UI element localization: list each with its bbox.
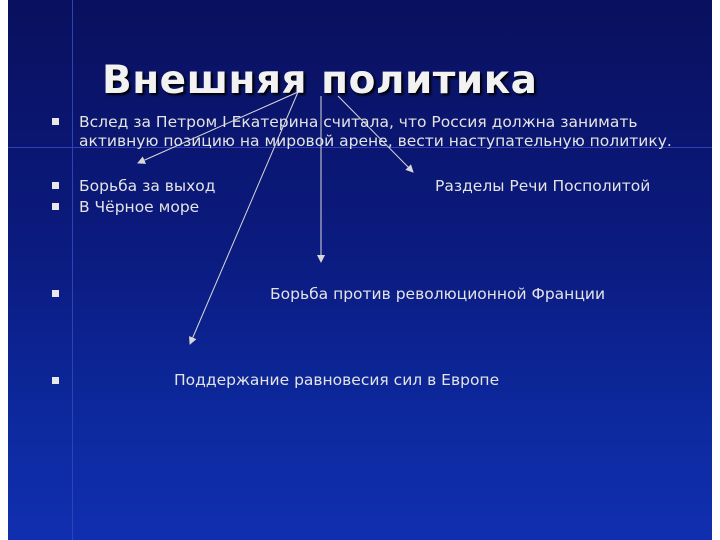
arrow-to-poland [338,96,413,172]
item-black-sea-line-1: Борьба за выход [79,177,216,195]
arrow-to-europe [190,92,298,344]
slide-title: Внешняя политика [102,58,538,103]
item-poland: Разделы Речи Посполитой [435,177,651,195]
item-france: Борьба против революционной Франции [270,285,606,303]
intro-text-line-1: Вслед за Петром I Екатерина считала, что Россия должна занимать [79,113,638,131]
intro-text-line-2: активную позицию на мировой арене, вести наступательную политику. [79,132,672,150]
arrow-to-black-sea [138,92,298,163]
item-black-sea-line-2: В Чёрное море [79,198,200,216]
item-europe: Поддержание равновесия сил в Европе [174,371,500,389]
arrows-layer [8,0,712,540]
slide [8,0,712,540]
